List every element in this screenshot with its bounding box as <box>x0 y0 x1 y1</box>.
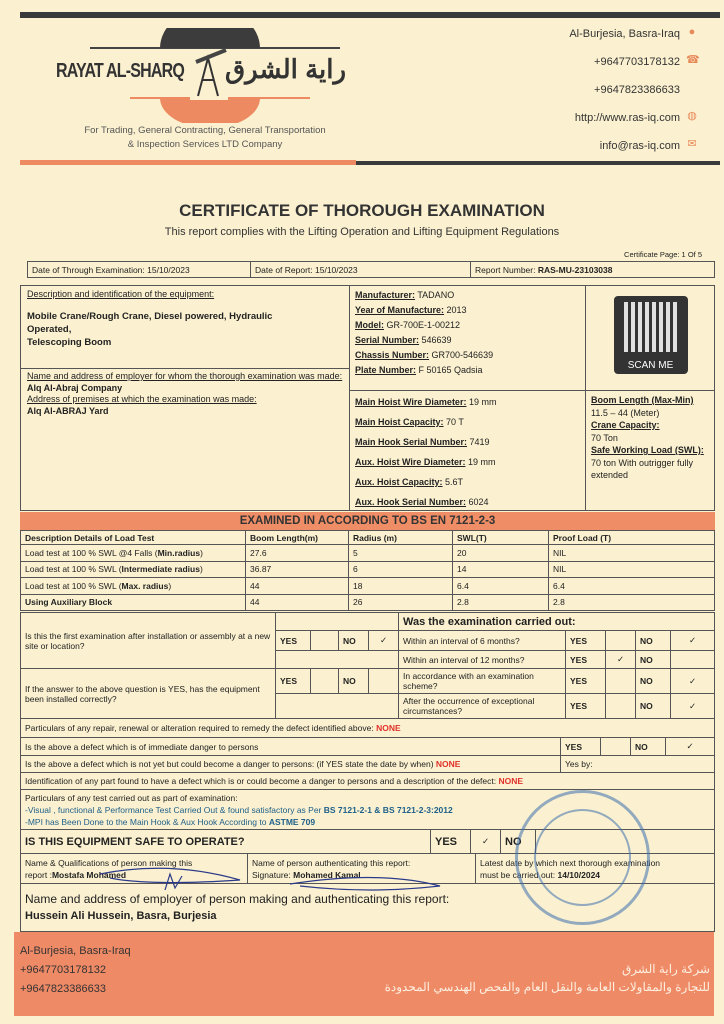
spec-label: Main Hoist Capacity: <box>355 417 444 427</box>
load-test-value: 44 <box>246 578 349 595</box>
phone-icon: ☎ <box>686 54 700 66</box>
load-test-value: NIL <box>549 561 715 578</box>
qr-code[interactable] <box>586 288 715 374</box>
carried-exceptional: After the occurrence of exceptional circumstances? <box>399 694 566 719</box>
test-1: -Visual , functional & Performance Test Carried Out & found satisfactory as Per <box>25 804 324 815</box>
divider-dark <box>356 161 720 165</box>
spec-label: Main Hook Serial Number: <box>355 437 468 447</box>
no-label[interactable]: NO <box>636 651 671 669</box>
spec-value: 6024 <box>466 497 489 507</box>
website-link[interactable]: http://www.ras-iq.com <box>574 112 680 124</box>
immediate-danger-question: Is the above a defect which is of immediate danger to persons <box>21 738 561 756</box>
dates-row <box>27 261 715 278</box>
spec-label: Model: <box>355 320 384 330</box>
report-date: Date of Report: 15/10/2023 <box>251 262 471 278</box>
no-label[interactable]: NO <box>636 694 671 719</box>
test-2: -MPI has Been Done to the Main Hook & Aux Hook According to <box>25 816 269 827</box>
load-test-value: 26 <box>349 594 453 611</box>
spec-item <box>355 492 580 512</box>
hoist-specs <box>355 392 580 512</box>
desc-line: Mobile Crane/Rough Crane, Diesel powered, Hydraulic <box>27 311 273 322</box>
exam-date: Date of Through Examination: 15/10/2023 <box>28 262 251 278</box>
load-test-row <box>21 561 715 578</box>
swl-label: Safe Working Load (SWL): <box>591 445 704 455</box>
next-exam-date: 14/10/2024 <box>557 869 601 880</box>
premises-label: Address of premises at which the examination was made: <box>27 394 257 404</box>
standard-banner: EXAMINED IN ACCORDING TO BS EN 7121-2-3 <box>20 512 715 530</box>
check-mark: ✓ <box>666 738 715 756</box>
load-test-desc-part: Min.radius <box>157 547 201 558</box>
load-test-value: 14 <box>453 561 549 578</box>
load-test-value: 6 <box>349 561 453 578</box>
auth-prefix: Signature: <box>252 869 294 880</box>
signature-icon <box>90 860 470 900</box>
spec-item <box>355 318 580 333</box>
company-tagline <box>40 124 370 152</box>
phone-1: +9647703178132 <box>594 56 680 68</box>
load-test-desc-part: Load test at 100 % SWL ( <box>25 564 122 575</box>
spec-item <box>355 452 580 472</box>
check-mark: ✓ <box>606 651 636 669</box>
test-2-standard: ASTME 709 <box>268 816 316 827</box>
spec-item <box>355 288 580 303</box>
contact-info <box>569 26 698 166</box>
employer-name: Alq Al-Abraj Company <box>27 382 123 393</box>
check-mark: ✓ <box>671 694 715 719</box>
no-label[interactable]: NO <box>636 669 671 694</box>
load-test-value: NIL <box>549 545 715 562</box>
footer-phone-2: +9647823386633 <box>20 983 106 995</box>
globe-icon: ◍ <box>687 110 697 122</box>
load-test-value: 18 <box>349 578 453 595</box>
spec-value: F 50165 Qadsia <box>416 365 483 375</box>
carried-exam-scheme: In accordance with an examination scheme? <box>399 669 566 694</box>
mail-icon: ✉ <box>687 138 697 150</box>
repair-value: NONE <box>376 723 401 733</box>
load-test-header: SWL(T) <box>453 531 549 545</box>
load-test-desc-part: ) <box>199 564 203 575</box>
load-test-description <box>21 578 246 595</box>
premises-name: Alq Al-ABRAJ Yard <box>27 405 109 416</box>
footer-address: Al-Burjesia, Basra-Iraq <box>20 945 131 957</box>
load-test-value: 2.8 <box>549 594 715 611</box>
spec-item <box>355 472 580 492</box>
load-test-header: Proof Load (T) <box>549 531 715 545</box>
carried-out-title: Was the examination carried out: <box>399 613 715 631</box>
spec-label: Aux. Hoist Wire Diameter: <box>355 457 466 467</box>
load-test-value: 5 <box>349 545 453 562</box>
spec-label: Chassis Number: <box>355 350 430 360</box>
equipment-description <box>27 288 345 349</box>
phone-2: +9647823386633 <box>594 84 680 96</box>
tagline-line: For Trading, General Contracting, General Transportation <box>84 125 326 136</box>
spec-value: 19 mm <box>466 397 497 407</box>
swl-value: 70 ton With outrigger fully extended <box>591 457 694 480</box>
maker-prefix: report : <box>25 869 52 880</box>
load-test-header: Boom Length(m) <box>246 531 349 545</box>
spec-value: 19 mm <box>465 457 496 467</box>
spec-label: Aux. Hoist Capacity: <box>355 477 443 487</box>
load-test-desc-part: ) <box>168 580 172 591</box>
load-test-header: Radius (m) <box>349 531 453 545</box>
load-test-value: 2.8 <box>453 594 549 611</box>
spec-label: Manufacturer: <box>355 290 416 300</box>
tagline-line: & Inspection Services LTD Company <box>127 139 283 150</box>
spec-label: Plate Number: <box>355 365 417 375</box>
spec-item <box>355 432 580 452</box>
yes-label[interactable]: YES <box>566 694 606 719</box>
load-test-description <box>21 561 246 578</box>
company-logo <box>50 28 360 123</box>
location-pin-icon: ● <box>688 26 696 38</box>
question-first-exam: Is this the first examination after installation or assembly at a new site or location? <box>21 613 276 669</box>
q2-yes[interactable]: YES <box>276 669 311 694</box>
load-test-value: 6.4 <box>549 578 715 595</box>
address: Al-Burjesia, Basra-Iraq <box>569 28 680 40</box>
future-danger-question: Is the above a defect which is not yet but could become a danger to persons: (if YES state the date by when) <box>25 759 436 769</box>
auth-label: Name of person authenticating this report: <box>252 857 411 868</box>
report-number-label: Report Number: <box>475 264 538 275</box>
spec-value: 7419 <box>467 437 490 447</box>
spec-item <box>355 392 580 412</box>
load-test-description <box>21 545 246 562</box>
test-1-standard: BS 7121-2-1 & BS 7121-2-3:2012 <box>323 804 453 815</box>
load-test-value: 6.4 <box>453 578 549 595</box>
spec-item <box>355 363 580 378</box>
spec-label: Main Hoist Wire Diameter: <box>355 397 467 407</box>
footer-arabic-tagline: للتجارة والمقاولات العامة والنقل العام والفحص الهندسي المحدودة <box>384 980 710 994</box>
spec-label: Serial Number: <box>355 335 420 345</box>
spec-label: Year of Manufacture: <box>355 305 445 315</box>
load-test-row <box>21 594 715 611</box>
load-test-desc-part: Using Auxiliary Block <box>25 597 113 608</box>
boom-label: Boom Length (Max-Min) <box>591 395 694 405</box>
header-top-bar <box>20 12 720 18</box>
equipment-specs <box>355 288 580 378</box>
certificate-subtitle: This report complies with the Lifting Operation and Lifting Equipment Regulations <box>164 226 560 238</box>
spec-label: Aux. Hook Serial Number: <box>355 497 467 507</box>
yes-label[interactable]: YES <box>561 738 601 756</box>
report-number-value: RAS-MU-23103038 <box>537 264 613 275</box>
q2-no[interactable]: NO <box>339 669 369 694</box>
footer-phone-1: +9647703178132 <box>20 964 106 976</box>
load-test-description <box>21 594 246 611</box>
employer-info <box>27 371 345 417</box>
future-danger-value: NONE <box>435 759 461 769</box>
maker-name: Mostafa Mohamed <box>51 869 127 880</box>
spec-item <box>355 412 580 432</box>
load-test-value: 44 <box>246 594 349 611</box>
spec-value: 5.6T <box>442 477 464 487</box>
spec-value: 2013 <box>444 305 467 315</box>
load-test-table <box>20 530 715 611</box>
footer-arabic-name: شركة راية الشرق <box>621 962 710 976</box>
defect-ident-value: NONE <box>498 776 524 786</box>
q1-no[interactable]: NO <box>339 631 369 651</box>
load-test-value: 27.6 <box>246 545 349 562</box>
safe-yes-check: ✓ <box>471 830 501 854</box>
safe-question: IS THIS EQUIPMENT SAFE TO OPERATE? <box>21 830 431 854</box>
load-test-desc-part: Load test at 100 % SWL ( <box>25 580 122 591</box>
spec-value: TADANO <box>415 290 455 300</box>
load-test-value: 36.87 <box>246 561 349 578</box>
yes-by-field[interactable]: Yes by: <box>561 756 715 773</box>
spec-item <box>355 303 580 318</box>
maker-label: Name & Qualifications of person making this <box>25 857 193 868</box>
logo-text-ar: راية الشرق <box>225 54 347 84</box>
question-installed-correctly: If the answer to the above question is YES, has the equipment been installed correctly? <box>21 669 276 719</box>
report-employer-label: Name and address of employer of person making and authenticating this report: <box>25 891 450 906</box>
desc-line: Telescoping Boom <box>27 337 112 348</box>
tests-label: Particulars of any test carried out as part of examination: <box>25 792 238 803</box>
spec-value: GR-700E-1-00212 <box>384 320 461 330</box>
load-test-header: Description Details of Load Test <box>21 531 246 545</box>
repair-label: Particulars of any repair, renewal or alteration required to remedy the defect identified above: <box>25 723 377 733</box>
check-mark: ✓ <box>671 669 715 694</box>
carried-6-months: Within an interval of 6 months? <box>399 631 566 651</box>
load-test-row <box>21 578 715 595</box>
check-mark: ✓ <box>671 631 715 651</box>
load-test-row <box>21 545 715 562</box>
report-employer-name: Hussein Ali Hussein, Basra, Burjesia <box>25 909 217 922</box>
company-stamp <box>515 790 650 925</box>
employer-label: Name and address of employer for whom the thorough examination was made: <box>27 371 343 381</box>
safe-yes[interactable]: YES <box>431 830 471 854</box>
yes-label[interactable]: YES <box>566 669 606 694</box>
desc-label: Description and identification of the equipment: <box>27 289 215 299</box>
q1-no-check: ✓ <box>369 631 399 651</box>
capacity-label: Crane Capacity: <box>591 420 660 430</box>
boom-info <box>591 394 713 482</box>
logo-text-en: RAYAT AL-SHARQ <box>56 60 185 82</box>
spec-item <box>355 333 580 348</box>
next-exam-label: Latest date by which next thorough examination <box>480 857 661 868</box>
load-test-value: 20 <box>453 545 549 562</box>
defect-ident-label: Identification of any part found to have a defect which is or could become a danger to persons and a description of the defect: <box>25 776 499 786</box>
scan-me-label: SCAN ME <box>627 360 674 371</box>
next-exam-prefix: must be carried out: <box>480 869 558 880</box>
spec-value: 546639 <box>419 335 452 345</box>
load-test-desc-part: Max. radius <box>121 580 169 591</box>
boom-value: 11.5 – 44 (Meter) <box>591 407 660 418</box>
email-link[interactable]: info@ras-iq.com <box>599 140 680 152</box>
yes-label[interactable]: YES <box>566 651 606 669</box>
carried-12-months: Within an interval of 12 months? <box>399 651 566 669</box>
load-test-desc-part: ) <box>200 547 203 558</box>
certificate-page: Certificate Page: 1 Of 5 <box>624 250 702 259</box>
spec-value: 70 T <box>443 417 464 427</box>
capacity-value: 70 Ton <box>591 432 618 443</box>
q1-yes[interactable]: YES <box>276 631 311 651</box>
no-label[interactable]: NO <box>636 631 671 651</box>
desc-line: Operated, <box>27 324 72 335</box>
safe-no[interactable]: NO <box>501 830 536 854</box>
spec-item <box>355 348 580 363</box>
report-number <box>471 262 715 278</box>
auth-name: Mohamed Kamal <box>293 869 361 880</box>
divider-orange <box>20 160 356 165</box>
footer <box>14 932 714 1016</box>
load-test-desc-part: Load test at 100 % SWL @4 Falls ( <box>25 547 158 558</box>
load-test-desc-part: Intermediate radius <box>121 564 200 575</box>
yes-label[interactable]: YES <box>566 631 606 651</box>
certificate-title: CERTIFICATE OF THOROUGH EXAMINATION <box>179 201 545 220</box>
examination-questions <box>20 612 715 719</box>
no-label[interactable]: NO <box>631 738 666 756</box>
spec-value: GR700-546639 <box>429 350 494 360</box>
